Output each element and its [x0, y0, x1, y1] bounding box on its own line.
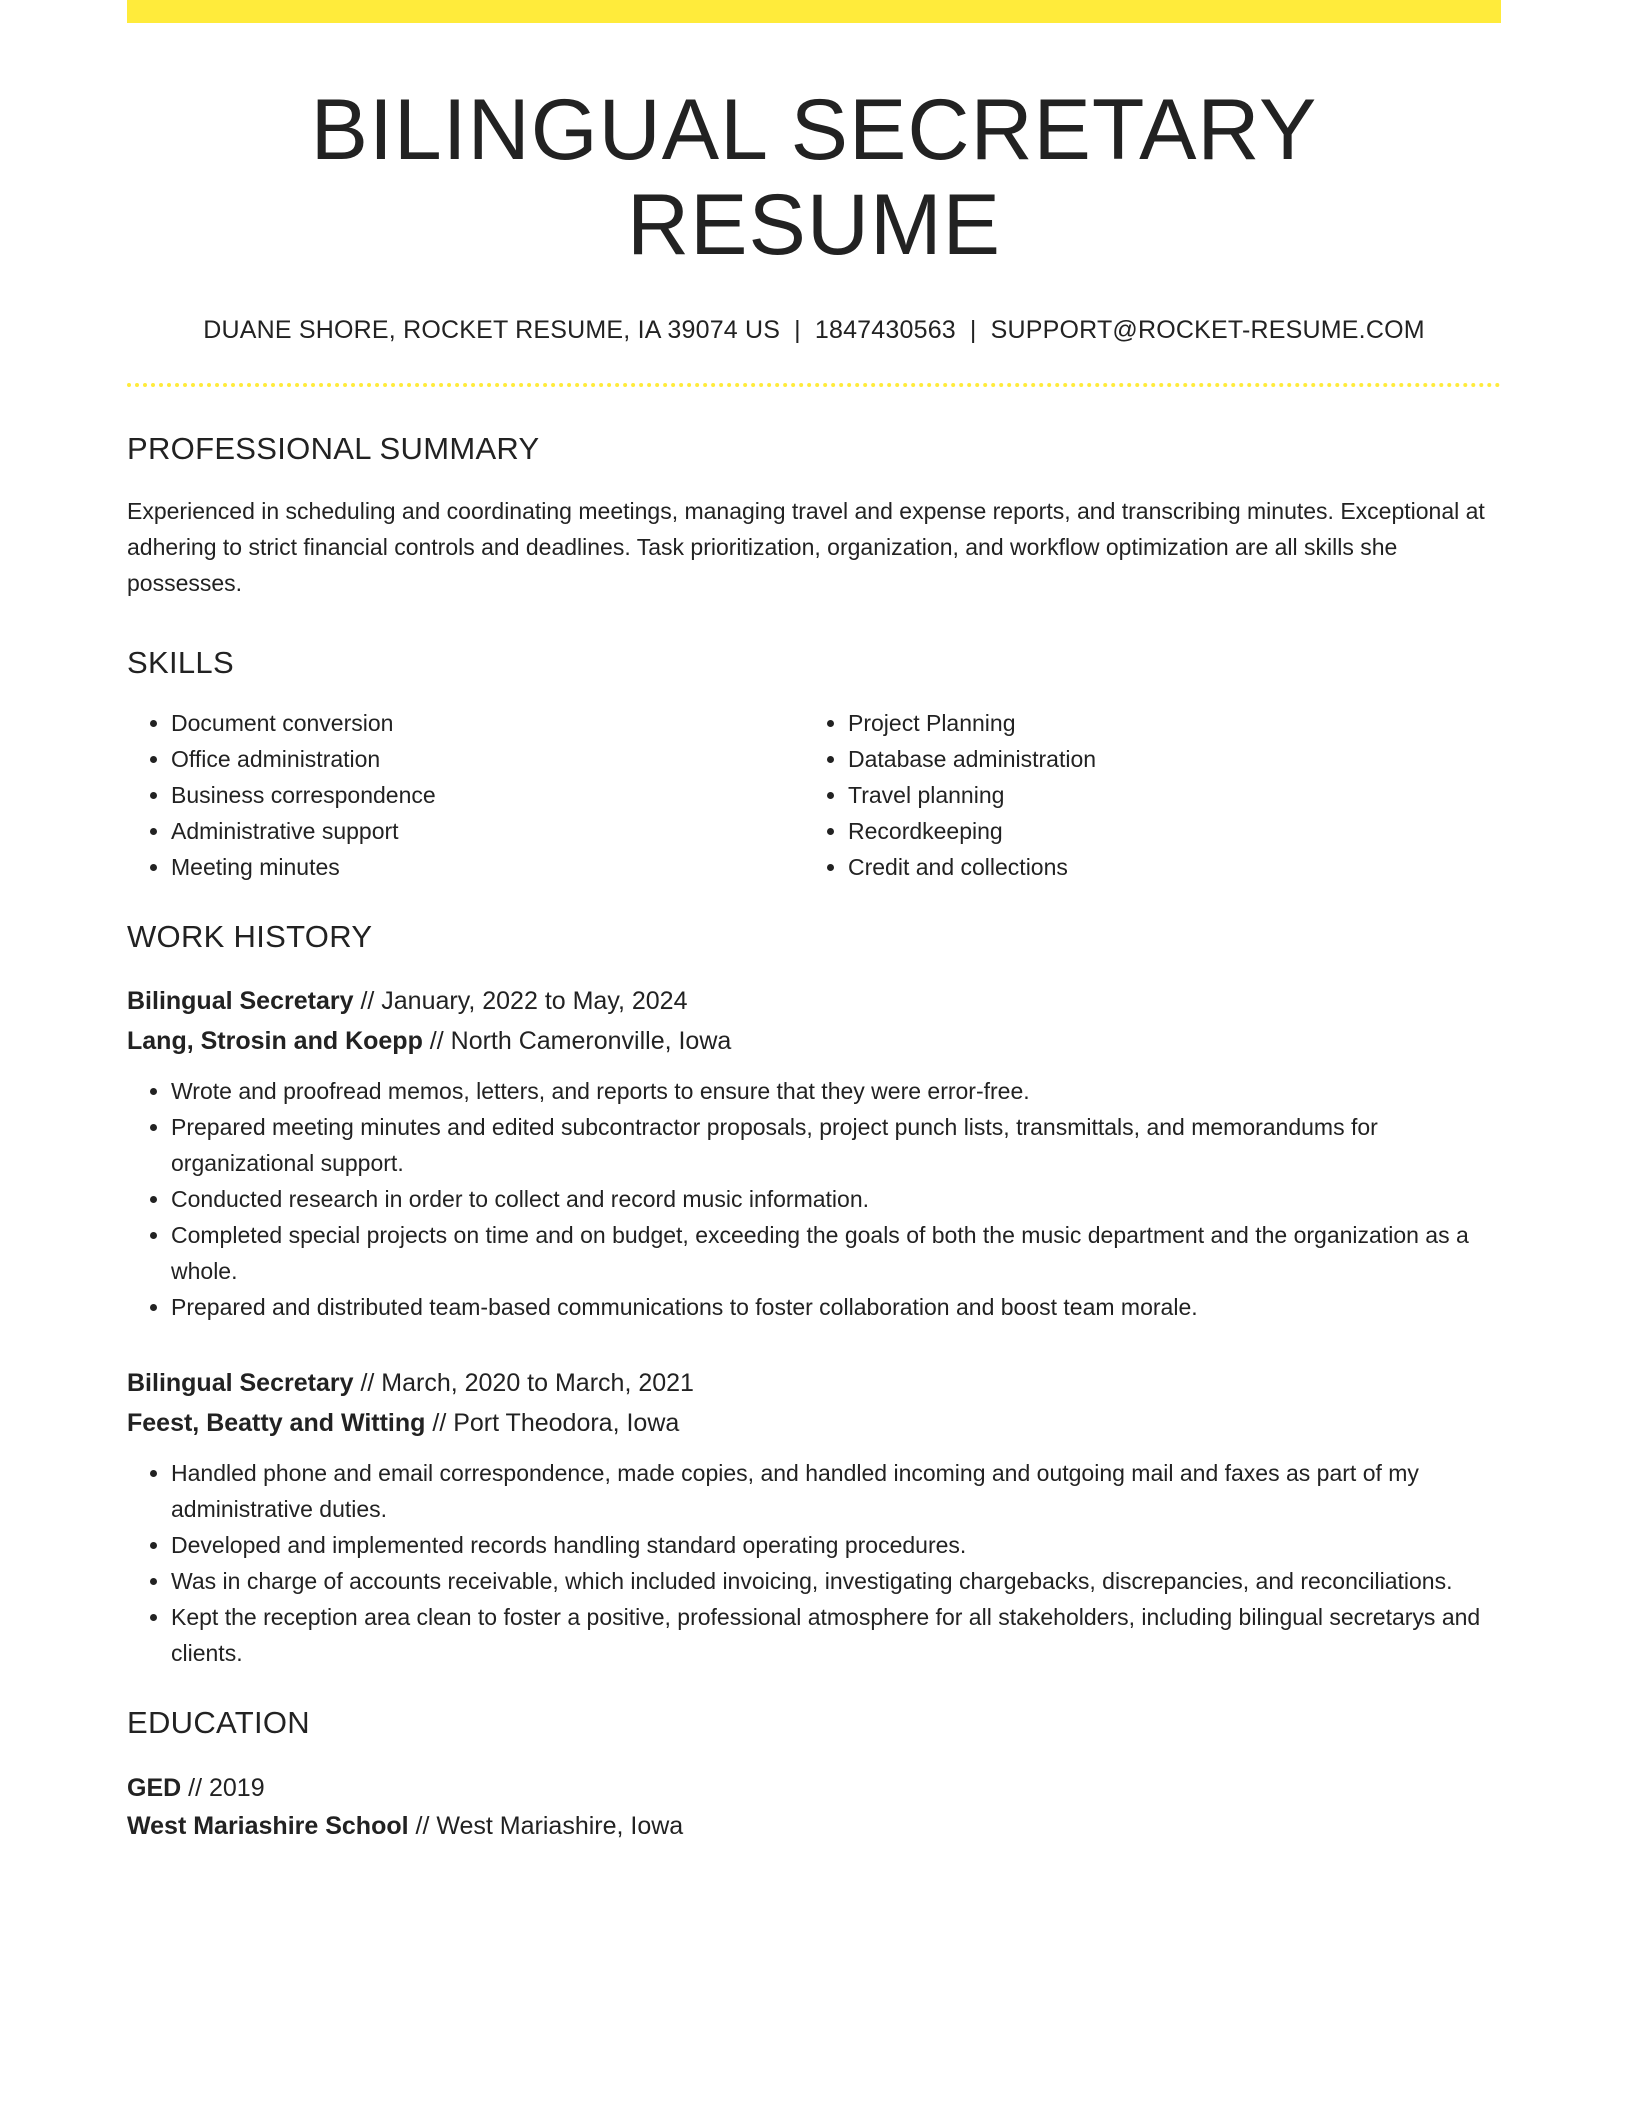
- skill-item: • Database administration: [848, 741, 1481, 777]
- job-bullet: • Developed and implemented records handling standard operating procedures.: [171, 1527, 1501, 1563]
- education-school: West Mariashire School: [127, 1812, 409, 1841]
- job-bullet: • Completed special projects on time and on budget, exceeding the goals of both the music department and the organization as a whole.: [171, 1217, 1501, 1289]
- skills-list-right: [804, 705, 1481, 885]
- job-company: Lang, Strosin and Koepp: [127, 1027, 423, 1056]
- skills-list-left: [127, 705, 804, 885]
- job-bullet: • Conducted research in order to collect and record music information.: [171, 1181, 1501, 1217]
- job-title: Bilingual Secretary: [127, 1369, 354, 1398]
- job-title: Bilingual Secretary: [127, 987, 354, 1016]
- job-location: // North Cameronville, Iowa: [429, 1027, 732, 1056]
- education-location: // West Mariashire, Iowa: [415, 1812, 684, 1841]
- contact-line: [127, 316, 1501, 345]
- dotted-divider: [127, 383, 1501, 387]
- resume-title: BILINGUAL SECRETARY RESUME: [310, 82, 1318, 273]
- job-company: Feest, Beatty and Witting: [127, 1409, 426, 1438]
- resume-page: [127, 0, 1501, 1845]
- work-history-heading: WORK HISTORY: [127, 919, 373, 955]
- summary-heading: PROFESSIONAL SUMMARY: [127, 431, 540, 467]
- job-bullets: [127, 1455, 1501, 1671]
- skill-item: • Administrative support: [171, 813, 804, 849]
- skill-item: • Business correspondence: [171, 777, 804, 813]
- education-entry: [127, 1769, 1501, 1845]
- skill-item: • Document conversion: [171, 705, 804, 741]
- job-header: [127, 1363, 1501, 1443]
- contact-separator: |: [969, 316, 977, 345]
- accent-top-bar: [127, 0, 1501, 23]
- job-bullet: • Handled phone and email correspondence, made copies, and handled incoming and outgoing mail and faxes as part of my administrative duties.: [171, 1455, 1501, 1527]
- education-year: // 2019: [188, 1774, 265, 1803]
- job-dates: // January, 2022 to May, 2024: [360, 987, 688, 1016]
- job-bullet: • Prepared meeting minutes and edited subcontractor proposals, project punch lists, transmittals, and memorandums for organizational support.: [171, 1109, 1501, 1181]
- skill-item: • Travel planning: [848, 777, 1481, 813]
- job-header: [127, 981, 1501, 1061]
- job-bullet: • Wrote and proofread memos, letters, and reports to ensure that they were error-free.: [171, 1073, 1501, 1109]
- skill-item: • Project Planning: [848, 705, 1481, 741]
- job-bullets: [127, 1073, 1501, 1325]
- summary-text: Experienced in scheduling and coordinating meetings, managing travel and expense reports, and transcribing minutes. Exceptional at adhering to strict financial controls and deadlines. Task prioritization, organization, and workflow optimization are all skills she possesses.: [127, 498, 1485, 597]
- contact-address: DUANE SHORE, ROCKET RESUME, IA 39074 US: [203, 316, 781, 345]
- job-bullet: • Prepared and distributed team-based communications to foster collaboration and boost team morale.: [171, 1289, 1501, 1325]
- skill-item: • Meeting minutes: [171, 849, 804, 885]
- skill-item: • Recordkeeping: [848, 813, 1481, 849]
- skills-heading: SKILLS: [127, 645, 234, 681]
- skill-item: • Office administration: [171, 741, 804, 777]
- education-heading: EDUCATION: [127, 1705, 310, 1741]
- job-bullet: • Was in charge of accounts receivable, which included invoicing, investigating chargebacks, discrepancies, and reconciliations.: [171, 1563, 1501, 1599]
- job-dates: // March, 2020 to March, 2021: [360, 1369, 694, 1398]
- job-bullet: • Kept the reception area clean to foster a positive, professional atmosphere for all stakeholders, including bilingual secretarys and clients.: [171, 1599, 1501, 1671]
- skills-columns: [127, 705, 1501, 885]
- contact-separator: |: [794, 316, 801, 345]
- skill-item: • Credit and collections: [848, 849, 1481, 885]
- job-location: // Port Theodora, Iowa: [432, 1409, 680, 1438]
- contact-phone: 1847430563: [814, 316, 956, 345]
- education-degree: GED: [127, 1774, 182, 1803]
- contact-email: SUPPORT@ROCKET-RESUME.COM: [990, 316, 1425, 345]
